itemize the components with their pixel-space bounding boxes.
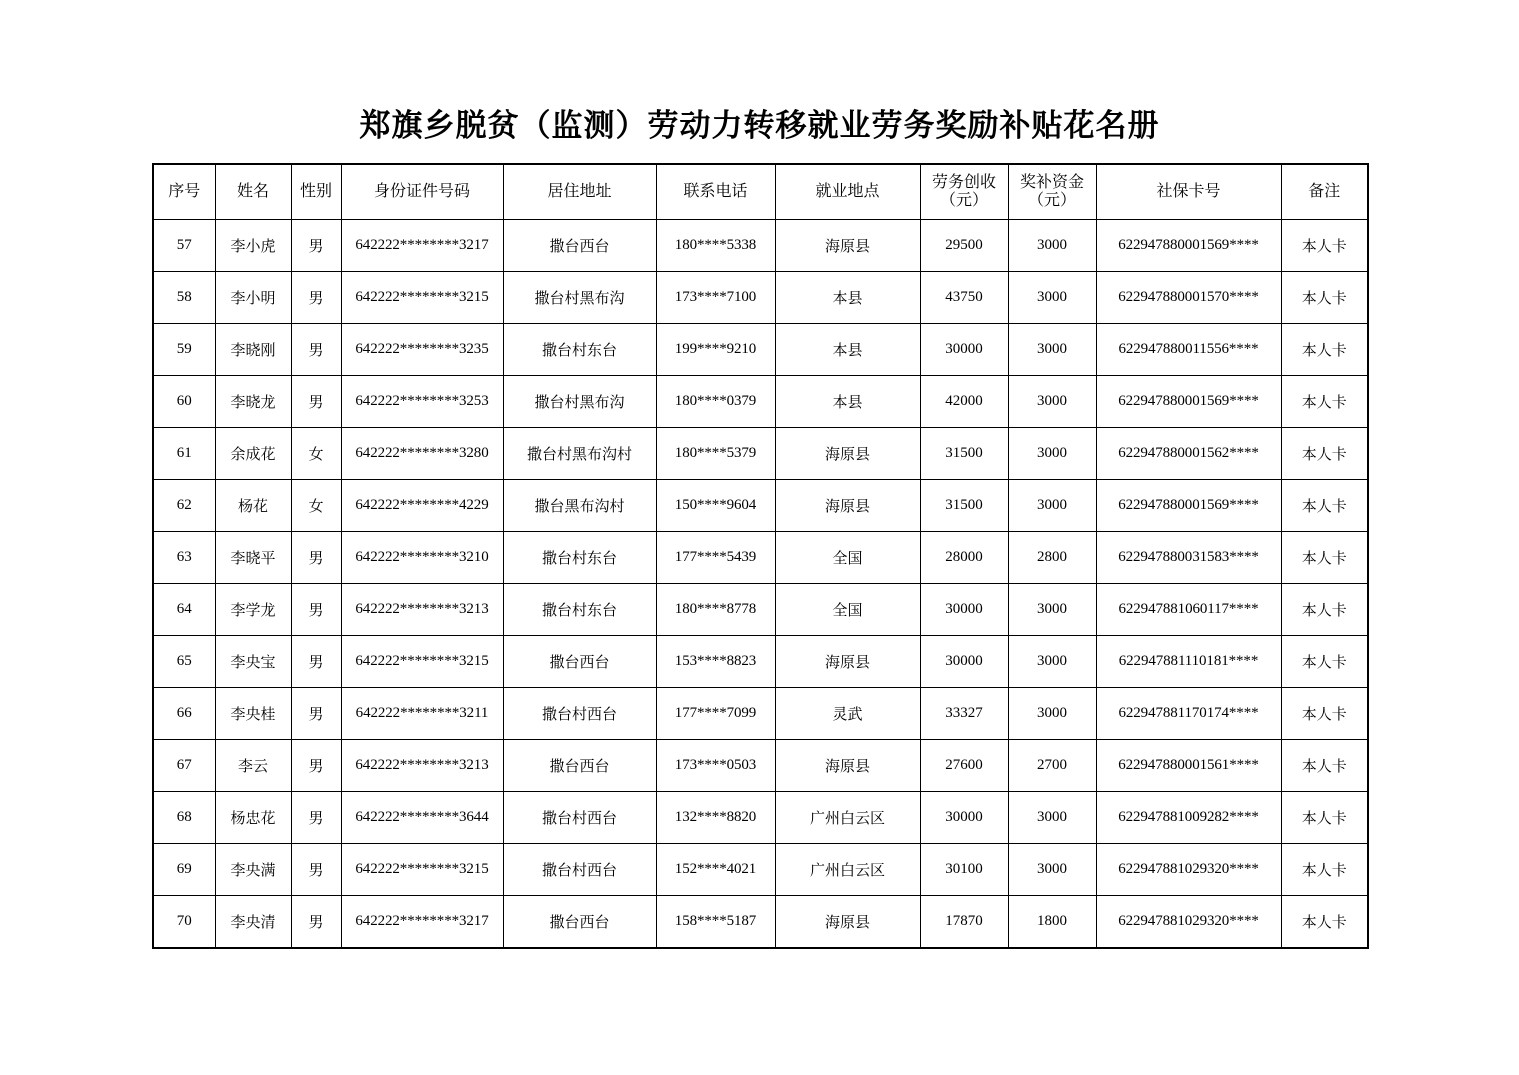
cell-gender: 男 (291, 532, 341, 584)
cell-place: 本县 (775, 324, 920, 376)
cell-income: 42000 (920, 376, 1008, 428)
cell-gender: 男 (291, 324, 341, 376)
cell-seq: 57 (153, 220, 215, 272)
cell-id: 642222********3213 (341, 740, 503, 792)
cell-place: 海原县 (775, 636, 920, 688)
cell-income: 31500 (920, 428, 1008, 480)
column-header-income-line2: （元） (939, 192, 988, 209)
cell-phone: 199****9210 (656, 324, 775, 376)
column-header-income (920, 164, 1008, 220)
cell-gender: 男 (291, 844, 341, 896)
table-header-row (153, 164, 1368, 220)
cell-income: 30000 (920, 324, 1008, 376)
cell-ssn: 622947881009282**** (1096, 792, 1281, 844)
table-row (153, 584, 1368, 636)
cell-remark: 本人卡 (1281, 272, 1368, 324)
cell-seq: 67 (153, 740, 215, 792)
cell-ssn: 622947880001570**** (1096, 272, 1281, 324)
cell-address: 撒台村西台 (503, 688, 656, 740)
column-header-id-line1: 身份证件号码 (373, 182, 470, 200)
cell-place: 本县 (775, 376, 920, 428)
cell-id: 642222********3217 (341, 896, 503, 949)
cell-seq: 61 (153, 428, 215, 480)
cell-place: 全国 (775, 532, 920, 584)
cell-remark: 本人卡 (1281, 896, 1368, 949)
column-header-subsidy-line1: 奖补资金 (1019, 173, 1084, 191)
cell-seq: 63 (153, 532, 215, 584)
column-header-gender-line1: 性别 (299, 182, 332, 200)
cell-seq: 69 (153, 844, 215, 896)
cell-name: 李央满 (215, 844, 291, 896)
column-header-name (215, 164, 291, 220)
cell-subsidy: 3000 (1008, 636, 1096, 688)
cell-phone: 180****5379 (656, 428, 775, 480)
cell-id: 642222********3644 (341, 792, 503, 844)
cell-name: 李晓刚 (215, 324, 291, 376)
cell-name: 杨花 (215, 480, 291, 532)
column-header-seq (153, 164, 215, 220)
column-header-subsidy-line2: （元） (1027, 192, 1076, 209)
cell-phone: 180****5338 (656, 220, 775, 272)
column-header-name-line1: 姓名 (236, 182, 269, 200)
cell-remark: 本人卡 (1281, 740, 1368, 792)
column-header-address (503, 164, 656, 220)
cell-address: 撒台村东台 (503, 324, 656, 376)
cell-id: 642222********3215 (341, 636, 503, 688)
cell-gender: 男 (291, 896, 341, 949)
roster-table-container (0, 163, 1519, 949)
cell-place: 灵武 (775, 688, 920, 740)
cell-remark: 本人卡 (1281, 688, 1368, 740)
cell-phone: 153****8823 (656, 636, 775, 688)
cell-remark: 本人卡 (1281, 532, 1368, 584)
cell-seq: 64 (153, 584, 215, 636)
column-header-phone-line1: 联系电话 (683, 182, 748, 200)
cell-id: 642222********3280 (341, 428, 503, 480)
cell-place: 海原县 (775, 480, 920, 532)
cell-place: 海原县 (775, 220, 920, 272)
cell-remark: 本人卡 (1281, 844, 1368, 896)
cell-address: 撒台村西台 (503, 792, 656, 844)
cell-phone: 180****8778 (656, 584, 775, 636)
table-row (153, 272, 1368, 324)
cell-subsidy: 2800 (1008, 532, 1096, 584)
column-header-seq-line1: 序号 (168, 182, 201, 200)
cell-gender: 男 (291, 272, 341, 324)
cell-income: 30000 (920, 584, 1008, 636)
table-header (153, 164, 1368, 220)
cell-subsidy: 3000 (1008, 688, 1096, 740)
cell-address: 撒台黑布沟村 (503, 480, 656, 532)
cell-income: 30000 (920, 792, 1008, 844)
column-header-phone (656, 164, 775, 220)
cell-phone: 150****9604 (656, 480, 775, 532)
cell-phone: 173****7100 (656, 272, 775, 324)
cell-address: 撒台西台 (503, 220, 656, 272)
cell-gender: 男 (291, 376, 341, 428)
cell-address: 撒台村西台 (503, 844, 656, 896)
cell-phone: 180****0379 (656, 376, 775, 428)
cell-id: 642222********3253 (341, 376, 503, 428)
cell-address: 撒台村东台 (503, 584, 656, 636)
cell-remark: 本人卡 (1281, 428, 1368, 480)
cell-remark: 本人卡 (1281, 636, 1368, 688)
cell-place: 海原县 (775, 740, 920, 792)
table-row (153, 896, 1368, 949)
cell-subsidy: 3000 (1008, 480, 1096, 532)
cell-remark: 本人卡 (1281, 376, 1368, 428)
cell-subsidy: 2700 (1008, 740, 1096, 792)
cell-phone: 132****8820 (656, 792, 775, 844)
cell-address: 撒台村黑布沟 (503, 272, 656, 324)
cell-subsidy: 3000 (1008, 324, 1096, 376)
cell-id: 642222********3210 (341, 532, 503, 584)
cell-income: 30100 (920, 844, 1008, 896)
cell-name: 李学龙 (215, 584, 291, 636)
cell-ssn: 622947880001569**** (1096, 376, 1281, 428)
cell-id: 642222********3215 (341, 844, 503, 896)
cell-gender: 男 (291, 740, 341, 792)
cell-remark: 本人卡 (1281, 324, 1368, 376)
cell-ssn: 622947881029320**** (1096, 896, 1281, 949)
cell-income: 29500 (920, 220, 1008, 272)
cell-name: 杨忠花 (215, 792, 291, 844)
cell-address: 撒台村黑布沟村 (503, 428, 656, 480)
cell-id: 642222********3211 (341, 688, 503, 740)
table-row (153, 844, 1368, 896)
cell-id: 642222********4229 (341, 480, 503, 532)
cell-remark: 本人卡 (1281, 792, 1368, 844)
cell-name: 李晓平 (215, 532, 291, 584)
cell-place: 海原县 (775, 428, 920, 480)
cell-gender: 男 (291, 584, 341, 636)
column-header-place (775, 164, 920, 220)
cell-name: 李央清 (215, 896, 291, 949)
cell-subsidy: 3000 (1008, 428, 1096, 480)
cell-ssn: 622947880031583**** (1096, 532, 1281, 584)
cell-remark: 本人卡 (1281, 584, 1368, 636)
column-header-address-line1: 居住地址 (547, 182, 612, 200)
column-header-ssn (1096, 164, 1281, 220)
table-row (153, 428, 1368, 480)
cell-place: 广州白云区 (775, 844, 920, 896)
cell-phone: 177****5439 (656, 532, 775, 584)
cell-id: 642222********3217 (341, 220, 503, 272)
cell-income: 30000 (920, 636, 1008, 688)
cell-seq: 58 (153, 272, 215, 324)
cell-subsidy: 3000 (1008, 792, 1096, 844)
cell-ssn: 622947880011556**** (1096, 324, 1281, 376)
cell-subsidy: 3000 (1008, 376, 1096, 428)
cell-seq: 66 (153, 688, 215, 740)
cell-phone: 173****0503 (656, 740, 775, 792)
table-row (153, 740, 1368, 792)
table-row (153, 220, 1368, 272)
cell-gender: 男 (291, 636, 341, 688)
cell-subsidy: 3000 (1008, 844, 1096, 896)
cell-ssn: 622947880001562**** (1096, 428, 1281, 480)
table-row (153, 324, 1368, 376)
cell-ssn: 622947881110181**** (1096, 636, 1281, 688)
cell-place: 广州白云区 (775, 792, 920, 844)
cell-ssn: 622947880001569**** (1096, 480, 1281, 532)
column-header-gender (291, 164, 341, 220)
cell-subsidy: 1800 (1008, 896, 1096, 949)
column-header-income-line1: 劳务创收 (931, 173, 996, 191)
cell-gender: 男 (291, 688, 341, 740)
table-row (153, 636, 1368, 688)
column-header-place-line1: 就业地点 (815, 182, 880, 200)
column-header-subsidy (1008, 164, 1096, 220)
table-row (153, 376, 1368, 428)
cell-id: 642222********3213 (341, 584, 503, 636)
column-header-ssn-line1: 社保卡号 (1156, 182, 1221, 200)
table-row (153, 480, 1368, 532)
cell-subsidy: 3000 (1008, 584, 1096, 636)
table-row (153, 792, 1368, 844)
cell-place: 全国 (775, 584, 920, 636)
cell-remark: 本人卡 (1281, 220, 1368, 272)
cell-seq: 68 (153, 792, 215, 844)
cell-gender: 男 (291, 792, 341, 844)
cell-seq: 60 (153, 376, 215, 428)
cell-name: 李晓龙 (215, 376, 291, 428)
cell-ssn: 622947880001561**** (1096, 740, 1281, 792)
cell-remark: 本人卡 (1281, 480, 1368, 532)
cell-phone: 177****7099 (656, 688, 775, 740)
cell-address: 撒台西台 (503, 896, 656, 949)
cell-name: 李央桂 (215, 688, 291, 740)
cell-subsidy: 3000 (1008, 272, 1096, 324)
cell-address: 撒台西台 (503, 740, 656, 792)
table-body (153, 220, 1368, 949)
cell-income: 17870 (920, 896, 1008, 949)
cell-name: 余成花 (215, 428, 291, 480)
cell-ssn: 622947880001569**** (1096, 220, 1281, 272)
cell-name: 李云 (215, 740, 291, 792)
cell-name: 李央宝 (215, 636, 291, 688)
cell-income: 28000 (920, 532, 1008, 584)
cell-seq: 70 (153, 896, 215, 949)
cell-address: 撒台西台 (503, 636, 656, 688)
page-title: 郑旗乡脱贫（监测）劳动力转移就业劳务奖励补贴花名册 (359, 108, 1160, 143)
column-header-remark (1281, 164, 1368, 220)
cell-seq: 65 (153, 636, 215, 688)
cell-address: 撒台村黑布沟 (503, 376, 656, 428)
column-header-id (341, 164, 503, 220)
roster-table (152, 163, 1369, 949)
cell-place: 本县 (775, 272, 920, 324)
cell-subsidy: 3000 (1008, 220, 1096, 272)
cell-place: 海原县 (775, 896, 920, 949)
table-row (153, 688, 1368, 740)
table-row (153, 532, 1368, 584)
cell-phone: 152****4021 (656, 844, 775, 896)
cell-name: 李小虎 (215, 220, 291, 272)
cell-address: 撒台村东台 (503, 532, 656, 584)
cell-id: 642222********3235 (341, 324, 503, 376)
cell-gender: 男 (291, 220, 341, 272)
cell-ssn: 622947881170174**** (1096, 688, 1281, 740)
cell-id: 642222********3215 (341, 272, 503, 324)
cell-income: 27600 (920, 740, 1008, 792)
cell-gender: 女 (291, 428, 341, 480)
cell-ssn: 622947881060117**** (1096, 584, 1281, 636)
cell-ssn: 622947881029320**** (1096, 844, 1281, 896)
cell-income: 33327 (920, 688, 1008, 740)
cell-seq: 62 (153, 480, 215, 532)
cell-gender: 女 (291, 480, 341, 532)
cell-income: 43750 (920, 272, 1008, 324)
cell-seq: 59 (153, 324, 215, 376)
cell-phone: 158****5187 (656, 896, 775, 949)
cell-name: 李小明 (215, 272, 291, 324)
cell-income: 31500 (920, 480, 1008, 532)
column-header-remark-line1: 备注 (1308, 182, 1341, 200)
